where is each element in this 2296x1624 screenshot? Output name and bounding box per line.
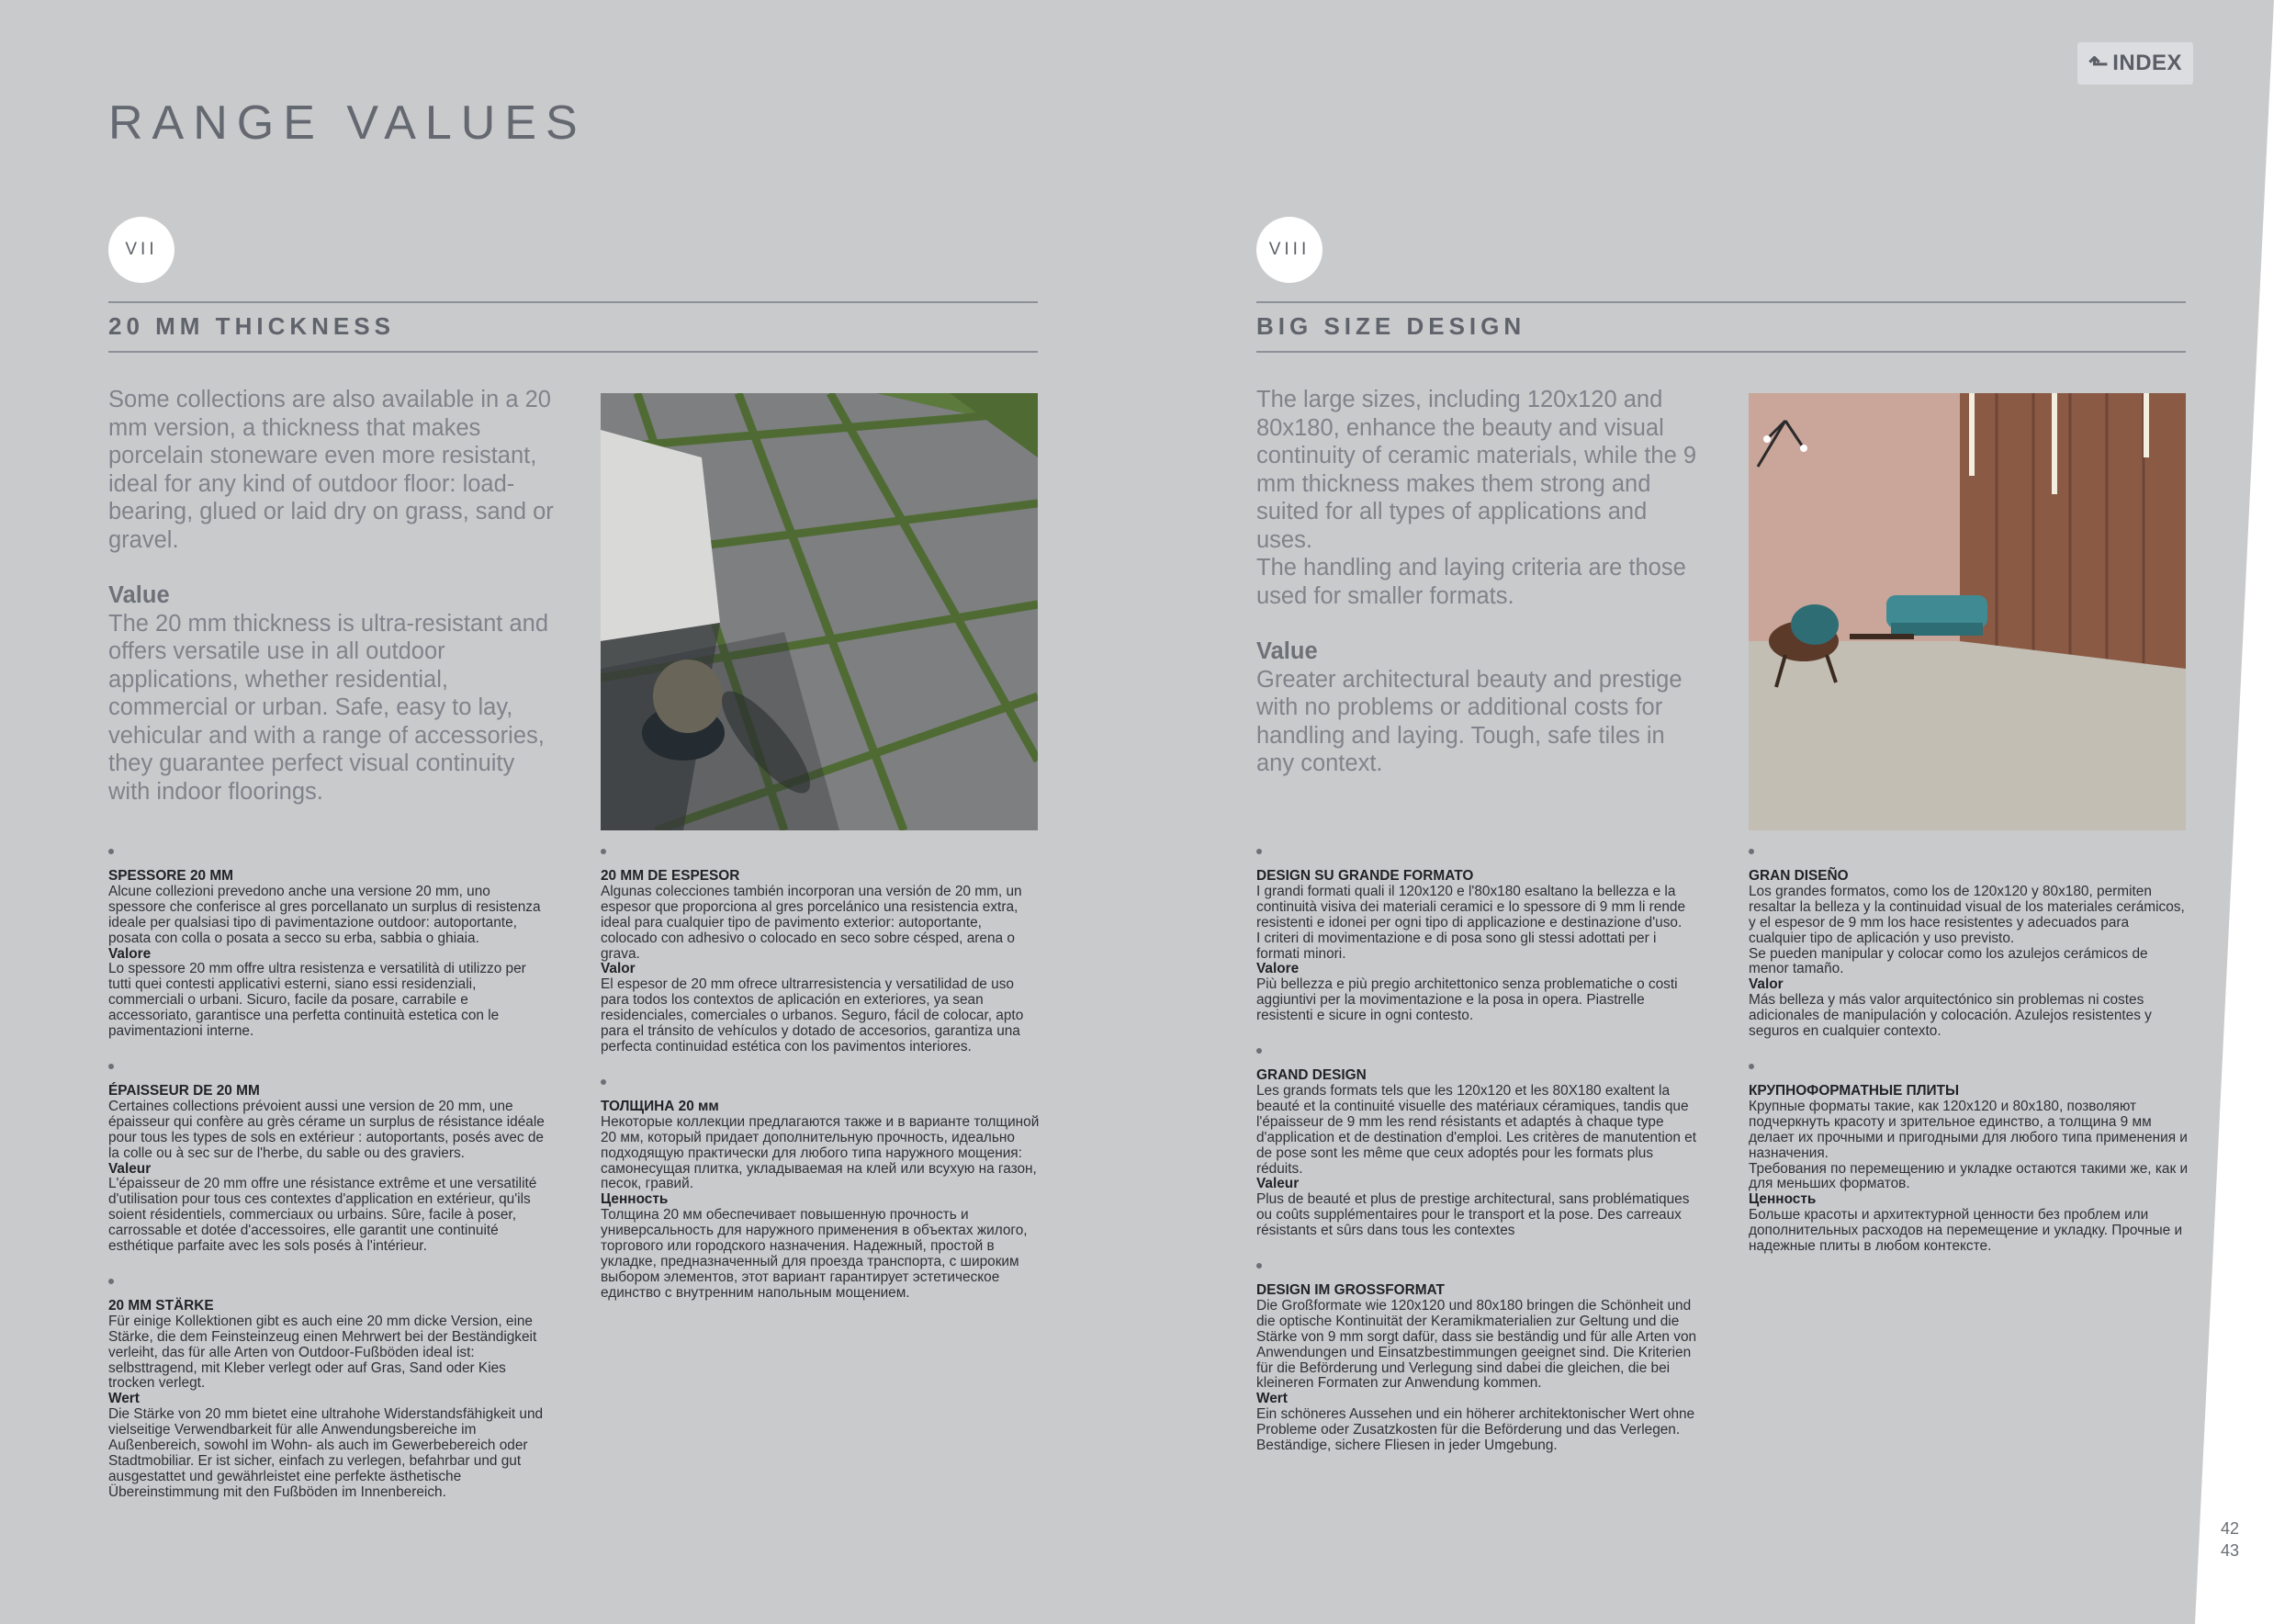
- translation-heading: 20 MM DE ESPESOR: [601, 868, 740, 884]
- section-intro: [1256, 386, 1706, 778]
- section-intro: [108, 386, 558, 806]
- translation-heading: DESIGN SU GRANDE FORMATO: [1256, 868, 1474, 884]
- translation-value-text: Die Stärke von 20 mm bietet eine ultrahohe Widerstandsfähigkeit und vielseitige Verwendbarkeit für alle Anwendungsbereiche im Außenbereich, sowohl im Wohn- als auch im Gewerbebereich oder Stadtmobiliar. Er ist sicher, einfach zu verlegen, befahrbar und gut ausgestattet und gewährleistet eine perfekte ästhetische Übereinstimmung mit den Fußböden im Innenbereich.: [108, 1406, 544, 1500]
- translation-value-text: El espesor de 20 mm ofrece ultrarresistencia y versatilidad de uso para todos los contextos de aplicación en exteriores, ya sean residenciales, comerciales o urbanos. Seguro, fácil de colocar, apto para el tránsito de vehículos y dotado de accesorios, garantiza una perfecta continuidad estética con los pavimentos interiores.: [601, 976, 1024, 1054]
- translation-value-heading: Valor: [1749, 976, 1784, 993]
- intro-text: Some collections are also available in a 20 mm version, a thickness that makes porcelain stoneware even more resistant, ideal for any kind of outdoor floor: load-bearing, glued or laid dry on grass, sand or gravel.: [108, 387, 554, 553]
- divider: [1256, 351, 2186, 353]
- section-title: 20 MM THICKNESS: [108, 312, 395, 340]
- value-heading: Value: [108, 582, 170, 608]
- translation-block: [1749, 1064, 2189, 1255]
- translations-column: [1749, 849, 2189, 1279]
- translation-value-text: Plus de beauté et plus de prestige architectural, sans problématiques ou coûts supplémentaires pour le transport et la pose. Des carreaux résistants et sûrs dans tous les contextes: [1256, 1191, 1690, 1239]
- translations-column: [601, 849, 1041, 1325]
- value-heading: Value: [1256, 638, 1318, 664]
- translation-text: Certaines collections prévoient aussi une version de 20 mm, une épaisseur qui confère au grès cérame un surplus de résistance idéale pour tous les types de sols en extérieur : autoportants, posés avec de la colle ou à sec sur de l'herbe, du sable ou des graviers.: [108, 1098, 545, 1161]
- bullet-dot: [1749, 849, 1754, 854]
- translation-text: Les grands formats tels que les 120x120 et les 80X180 exaltent la beauté et la continuité visuelle des matériaux céramiques, tandis que l'épaisseur de 9 mm les rend résistants et adaptés à chaque type d'application et de destination d'emploi. Les critères de manutention et de pose sont les même que ceux adoptés pour les formats plus réduits.: [1256, 1082, 1697, 1177]
- translation-text: Für einige Kollektionen gibt es auch eine 20 mm dicke Version, eine Stärke, die dem Feinsteinzeug einen Mehrwert bei der Beständigkeit verleiht, das für alle Arten von Outdoor-Fußböden ideal ist: selbsttragend, mit Kleber verlegt oder auf Gras, Sand oder Kies trocken verlegt.: [108, 1313, 537, 1392]
- translation-heading: DESIGN IM GROSSFORMAT: [1256, 1282, 1445, 1299]
- translation-value-text: Больше красоты и архитектурной ценности без проблем или дополнительных расходов на перемещение и укладку. Прочные и надежные плиты в любом контексте.: [1749, 1207, 2183, 1255]
- translation-value-text: Lo spessore 20 mm offre ultra resistenza e versatilità di utilizzo per tutti quei contesti applicativi esterni, siano essi residenziali, commerciali o urbani. Sicuro, facile da posare, carrabile e accessoriato, garantisce una perfetta continuità estetica con le pavimentazioni interne.: [108, 961, 526, 1040]
- translation-heading: ÉPAISSEUR DE 20 MM: [108, 1082, 260, 1099]
- bullet-dot: [1749, 1064, 1754, 1069]
- bullet-dot: [1256, 849, 1262, 854]
- translation-text: Крупные форматы такие, как 120x120 и 80x180, позволяют подчеркнуть красоту и зрительное единство, а толщина 9 мм делает их прочными и пригодными для любого типа применения и назначения. Требования по перемещению и укладке остаются такими же, как и для меньших форматов.: [1749, 1098, 2189, 1192]
- bullet-dot: [1256, 1048, 1262, 1054]
- interior-room-photo: [1749, 393, 2186, 830]
- bullet-dot: [108, 849, 114, 854]
- translation-value-heading: Valor: [601, 961, 636, 977]
- value-text: The 20 mm thickness is ultra-resistant and offers versatile use in all outdoor applications, whether residential, commercial or urban. Safe, easy to lay, vehicular and with a range of accessories, they guarantee perfect visual continuity with indoor floorings.: [108, 610, 549, 805]
- bullet-dot: [108, 1279, 114, 1284]
- page-title: RANGE VALUES: [108, 96, 587, 150]
- divider: [108, 351, 1038, 353]
- translation-text: Die Großformate wie 120x120 und 80x180 bringen die Schönheit und die optische Kontinuität der Keramikmaterialien zur Geltung und die Stärke von 9 mm sorgt dafür, dass sie beständig und für alle Arten von Anwendungen und Einsatzbestimmungen geeignet sind. Die Kriterien für die Beförderung und Verlegung sind dabei die gleichen, die bei kleineren Formaten zur Anwendung kommen.: [1256, 1297, 1697, 1392]
- index-label: INDEX: [2112, 51, 2183, 75]
- translation-block: [1256, 1263, 1697, 1454]
- page-number-left: 42: [2221, 1519, 2240, 1538]
- translation-value-text: L'épaisseur de 20 mm offre une résistance extrême et une versatilité d'utilisation pour tous ces contextes d'application en extérieur, qu'ils soient résidentiels, commerciaux ou urbains. Sûre, facile à poser, carrossable et dotée d'accessoires, elle garantit une continuité esthétique parfaite avec les sols posés à l'intérieur.: [108, 1176, 537, 1255]
- translation-heading: КРУПНОФОРМАТНЫЕ ПЛИТЫ: [1749, 1082, 1960, 1099]
- bullet-dot: [108, 1064, 114, 1069]
- intro-text: The large sizes, including 120x120 and 80x180, enhance the beauty and visual continuity of ceramic materials, while the 9 mm thickness makes them strong and suited for all types of applications and uses. The handling and laying criteria are those used for smaller formats.: [1256, 387, 1697, 609]
- divider: [1256, 301, 2186, 303]
- translation-block: [108, 849, 549, 1040]
- translation-text: I grandi formati quali il 120x120 e l'80x180 esaltano la bellezza e la continuità visiva dei materiali ceramici e lo spessore di 9 mm li rende resistenti e idonei per ogni tipo di applicazione e destinazione d'uso. I criteri di movimentazione e di posa sono gli stessi adottati per i formati minori.: [1256, 883, 1686, 962]
- translation-heading: 20 MM STÄRKE: [108, 1297, 214, 1314]
- translation-value-heading: Valeur: [1256, 1176, 1300, 1192]
- bullet-dot: [601, 1079, 606, 1085]
- translation-value-heading: Valore: [108, 945, 152, 962]
- translation-text: Los grandes formatos, como los de 120x120 y 80x180, permiten resaltar la belleza y la continuidad visual de los materiales cerámicos, y el espesor de 9 mm los hace resistentes y adecuados para cualquier tipo de aplicación y uso previsto. Se pueden manipular y colocar como los azulejos cerámicos de menor tamaño.: [1749, 883, 2185, 977]
- translations-column: [1256, 849, 1697, 1478]
- translation-value-heading: Wert: [108, 1391, 140, 1407]
- translation-block: [601, 849, 1041, 1055]
- translation-value-text: Más belleza y más valor arquitectónico sin problemas ni costes adicionales de manipulación y colocación. Azulejos resistentes y seguros en cualquier contexto.: [1749, 992, 2152, 1040]
- translation-value-heading: Ценность: [1749, 1191, 1817, 1208]
- page-edge-strip: [2195, 0, 2296, 1624]
- translation-heading: GRAND DESIGN: [1256, 1067, 1367, 1084]
- value-text: Greater architectural beauty and prestige with no problems or additional costs for handling and laying. Tough, safe tiles in any context.: [1256, 666, 1683, 776]
- translation-heading: ТОЛЩИНА 20 мм: [601, 1098, 719, 1114]
- translation-value-text: Più bellezza e più pregio architettonico senza problematiche o costi aggiuntivi per la movimentazione e la posa in opera. Piastrelle resistenti e sicure in ogni contesto.: [1256, 976, 1678, 1024]
- divider: [108, 301, 1038, 303]
- translation-value-text: Ein schöneres Aussehen und ein höherer architektonischer Wert ohne Probleme oder Zusatzkosten für die Beförderung und das Verlegen. Beständige, sichere Fliesen in jeder Umgebung.: [1256, 1406, 1695, 1454]
- translation-block: [1256, 1048, 1697, 1239]
- bullet-dot: [1256, 1263, 1262, 1269]
- translation-block: [1256, 849, 1697, 1024]
- translation-block: [601, 1079, 1041, 1302]
- translation-text: Некоторые коллекции предлагаются также и в варианте толщиной 20 мм, который придает дополнительную прочность, идеально подходящую практически для любого типа наружного мощения: самонесущая плитка, укладываемая на клей или всухую на газон, песок, гравий.: [601, 1113, 1040, 1192]
- translation-value-heading: Ценность: [601, 1191, 669, 1208]
- section-big-size-design: [1256, 217, 2189, 1595]
- translation-text: Algunas colecciones también incorporan una versión de 20 mm, un espesor que proporciona al gres porcelánico una resistencia extra, ideal para cualquier tipo de pavimento exterior: autoportante, colocado con adhesivo o colocado en seco sobre césped, arena o grava.: [601, 883, 1022, 962]
- translation-block: [108, 1064, 549, 1255]
- section-number-badge: VII: [108, 217, 174, 283]
- translation-block: [1749, 849, 2189, 1040]
- page-number-right: 43: [2221, 1541, 2240, 1560]
- translation-value-text: Толщина 20 мм обеспечивает повышенную прочность и универсальность для наружного применения в объектах жилого, торгового или городского назначения. Надежный, простой в укладке, предназначенный для проезда транспорта, с широким выбором элементов, этот вариант гарантирует эстетическое единство с внутренним напольным мощением.: [601, 1207, 1028, 1301]
- translation-text: Alcune collezioni prevedono anche una versione 20 mm, uno spessore che conferisce al gres porcellanato un surplus di resistenza ideale per qualsiasi tipo di pavimentazione outdoor: autoportante, posata con colla o posata a secco su erba, sabbia o ghiaia.: [108, 883, 541, 946]
- translation-value-heading: Wert: [1256, 1391, 1288, 1407]
- translation-heading: SPESSORE 20 MM: [108, 868, 233, 884]
- translations-column: [108, 849, 549, 1525]
- translation-value-heading: Valeur: [108, 1160, 152, 1177]
- arrow-up-icon: ⬑: [2088, 50, 2110, 77]
- outdoor-tiles-photo: [601, 393, 1038, 830]
- translation-heading: GRAN DISEÑO: [1749, 868, 1849, 884]
- translation-value-heading: Valore: [1256, 961, 1300, 977]
- section-title: BIG SIZE DESIGN: [1256, 312, 1526, 340]
- section-number-badge: VIII: [1256, 217, 1322, 283]
- section-20mm-thickness: [108, 217, 1038, 1595]
- bullet-dot: [601, 849, 606, 854]
- index-button[interactable]: [2077, 42, 2193, 85]
- translation-block: [108, 1279, 549, 1501]
